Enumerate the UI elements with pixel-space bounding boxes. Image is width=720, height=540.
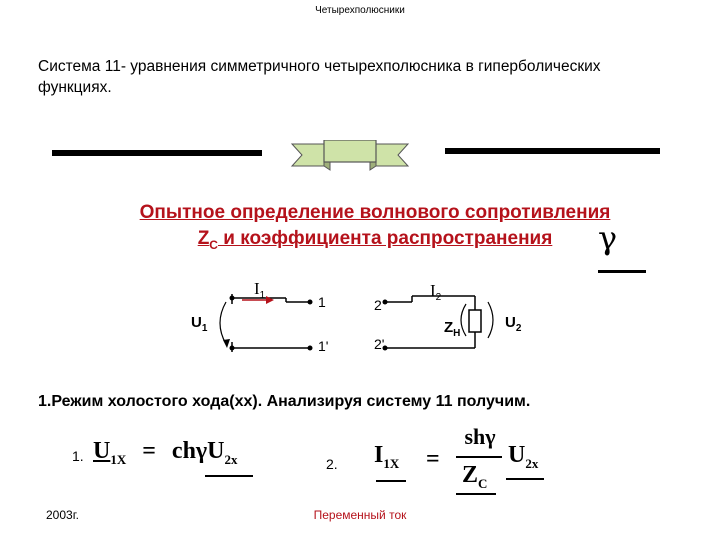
gamma-symbol: γ xyxy=(598,219,618,257)
eq2-frac-bar xyxy=(456,456,502,458)
eq2-number: 2. xyxy=(326,456,338,472)
eq2-equals: = xyxy=(426,446,440,472)
node-2: 2 xyxy=(374,297,382,313)
title-z: Z xyxy=(197,228,210,249)
divider-left xyxy=(52,150,262,156)
node-1: 1 xyxy=(318,294,326,310)
eq2-lhs-sub: 1X xyxy=(383,455,400,471)
equation-2-lhs xyxy=(374,442,399,472)
label-i2: $I_2$ xyxy=(430,281,442,303)
eq2-frac-num: shγ xyxy=(464,424,496,449)
footer-year: 2003г. xyxy=(46,508,79,522)
load-resistor xyxy=(469,310,481,332)
voltage-arrow-icon xyxy=(223,339,230,348)
slide-header: Четырехполюсники xyxy=(315,5,405,16)
system-description: Система 11- уравнения симметричного четырехполюсника в гиперболических функциях. xyxy=(38,58,601,96)
title-line-2 xyxy=(60,226,690,258)
eq1-rhs: chγU xyxy=(171,438,225,464)
eq2-rhs-underline xyxy=(506,478,544,480)
node-2p: 2' xyxy=(374,336,385,352)
current-arrow-icon xyxy=(266,296,274,304)
eq1-lhs: U xyxy=(93,438,111,464)
open-circuit-diagram xyxy=(180,272,560,362)
divider-decoration xyxy=(0,140,720,180)
eq2-lhs-underline xyxy=(376,480,406,482)
label-u2: $U_2$ xyxy=(505,314,522,334)
step1-text: 1.Режим холостого хода(хх). Анализируя систему 11 получим. xyxy=(38,393,531,410)
eq1-underline xyxy=(205,475,253,477)
eq1-lhs-sub: 1X xyxy=(110,451,127,467)
footer-topic: Переменный ток xyxy=(313,508,407,522)
title-rest: и коэффициента распространения xyxy=(217,228,553,249)
eq1-equals: = xyxy=(142,438,156,464)
gamma-underline xyxy=(598,270,646,273)
eq1-rhs-sub: 2x xyxy=(224,451,238,467)
equation-1 xyxy=(93,438,237,468)
label-u1: $U_1$ xyxy=(191,314,208,334)
label-zh: $Z_H$ xyxy=(444,319,461,339)
eq2-lhs: I xyxy=(374,442,384,468)
section-title xyxy=(60,200,690,258)
eq1-number: 1. xyxy=(72,448,84,464)
ribbon-icon xyxy=(292,140,408,170)
title-z-sub: C xyxy=(209,237,218,252)
title-line-1: Опытное определение волнового сопротивления xyxy=(139,202,611,223)
eq2-den-underline xyxy=(456,493,496,495)
divider-right xyxy=(445,148,660,154)
eq2-frac-den: $Z_C$ xyxy=(462,462,488,491)
eq2-rhs: $U_{2x}$ xyxy=(508,442,539,471)
node-1p: 1' xyxy=(318,338,329,354)
label-i1: $I_1$ xyxy=(254,279,266,301)
